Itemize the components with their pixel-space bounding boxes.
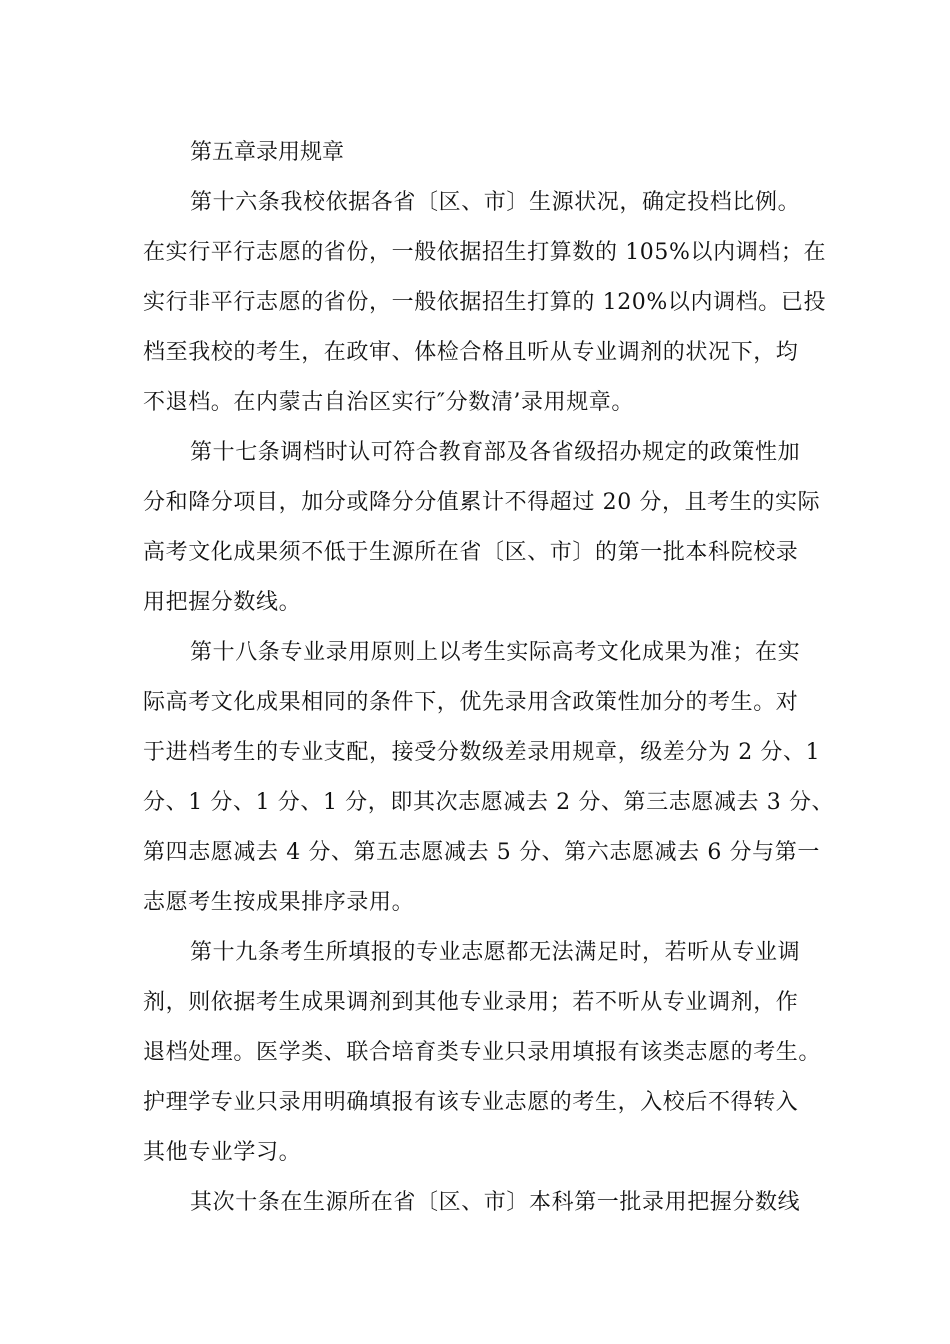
article-18-line-6: 志愿考生按成果排序录用。 — [143, 890, 415, 915]
article-17-line-2: 分和降分项目，加分或降分分值累计不得超过 20 分，且考生的实际 — [143, 490, 821, 515]
article-18-line-3: 于进档考生的专业支配，接受分数级差录用规章，级差分为 2 分、1 — [143, 740, 821, 765]
article-19-line-5: 其他专业学习。 — [143, 1140, 302, 1165]
article-18-line-2: 际高考文化成果相同的条件下，优先录用含政策性加分的考生。对 — [143, 690, 799, 715]
article-18-line-1: 第十八条专业录用原则上以考生实际高考文化成果为准；在实 — [190, 640, 801, 665]
article-16-line-3: 实行非平行志愿的省份，一般依据招生打算的 120%以内调档。已投 — [143, 290, 827, 315]
chapter-heading: 第五章录用规章 — [190, 140, 345, 165]
article-16-line-2: 在实行平行志愿的省份，一般依据招生打算数的 105%以内调档；在 — [143, 240, 827, 265]
article-17-line-1: 第十七条调档时认可符合教育部及各省级招办规定的政策性加 — [190, 440, 801, 465]
article-17-line-3: 高考文化成果须不低于生源所在省〔区、市〕的第一批本科院校录 — [143, 540, 799, 565]
article-20-line-1: 其次十条在生源所在省〔区、市〕本科第一批录用把握分数线 — [190, 1190, 801, 1215]
article-19-line-1: 第十九条考生所填报的专业志愿都无法满足时，若听从专业调 — [190, 940, 801, 965]
article-16-line-5: 不退档。在内蒙古自治区实行″分数清’录用规章。 — [143, 390, 635, 415]
article-17-line-4: 用把握分数线。 — [143, 590, 302, 615]
article-19-line-4: 护理学专业只录用明确填报有该专业志愿的考生，入校后不得转入 — [143, 1090, 799, 1115]
article-18-line-5: 第四志愿减去 4 分、第五志愿减去 5 分、第六志愿减去 6 分与第一 — [143, 840, 820, 865]
article-16-line-4: 档至我校的考生，在政审、体检合格且听从专业调剂的状况下，均 — [143, 340, 799, 365]
article-19-line-3: 退档处理。医学类、联合培育类专业只录用填报有该类志愿的考生。 — [143, 1040, 822, 1065]
article-16-line-1: 第十六条我校依据各省〔区、市〕生源状况，确定投档比例。 — [190, 190, 801, 215]
article-18-line-4: 分、1 分、1 分、1 分，即其次志愿减去 2 分、第三志愿减去 3 分、 — [143, 790, 835, 815]
article-19-line-2: 剂，则依据考生成果调剂到其他专业录用；若不听从专业调剂，作 — [143, 990, 799, 1015]
